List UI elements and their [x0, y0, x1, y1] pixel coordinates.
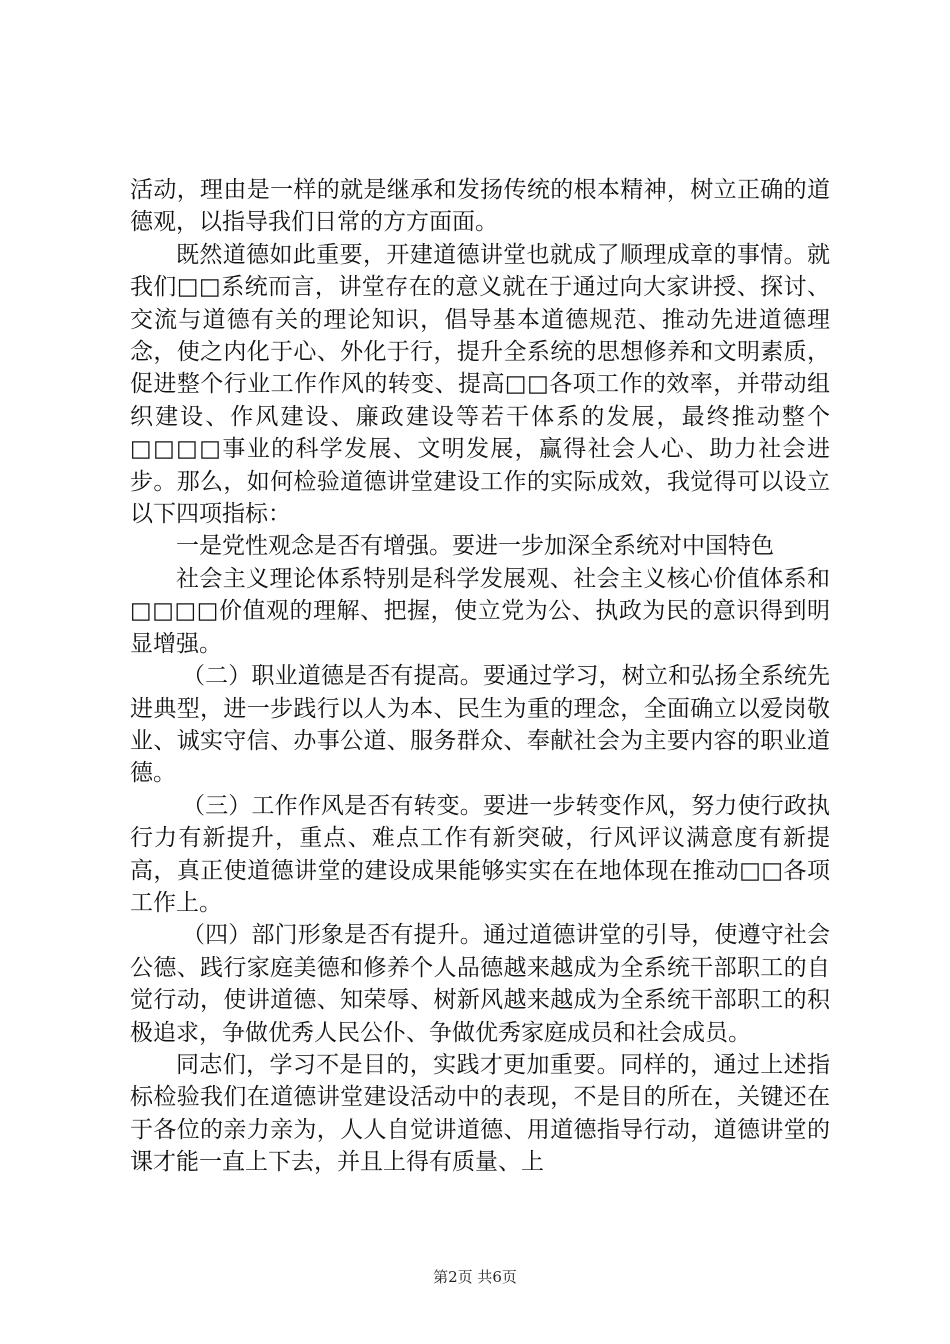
- paragraph: （三）工作作风是否有转变。要进一步转变作风，努力使行政执行力有新提升，重点、难点工作有新突破，行风评议满意度有新提高，真正使道德讲堂的建设成果能够实实在在地体现在推动□□各项工作上。: [130, 792, 830, 916]
- paragraph: （四）部门形象是否有提升。通过道德讲堂的引导，使遵守社会公德、践行家庭美德和修养个人品德越来越成为全系统干部职工的自觉行动，使讲道德、知荣辱、树新风越来越成为全系统干部职工的积极追求，争做优秀人民公仆、争做优秀家庭成员和社会成员。: [130, 922, 830, 1046]
- page-footer: 第2页 共6页: [433, 1268, 517, 1286]
- document-body: [130, 174, 830, 1179]
- paragraph: 一是党性观念是否有增强。要进一步加深全系统对中国特色: [176, 533, 774, 560]
- paragraph: （二）职业道德是否有提高。要通过学习，树立和弘扬全系统先进典型，进一步践行以人为本、民生为重的理念，全面确立以爱岗敬业、诚实守信、办事公道、服务群众、奉献社会为主要内容的职业道德。: [130, 663, 830, 787]
- paragraph: 同志们，学习不是目的，实践才更加重要。同样的，通过上述指标检验我们在道德讲堂建设活动中的表现，不是目的所在，关键还在于各位的亲力亲为，人人自觉讲道德、用道德指导行动，道德讲堂的课才能一直上下去，并且上得有质量、上: [130, 1051, 830, 1176]
- paragraph-continuation: 活动，理由是一样的就是继承和发扬传统的根本精神，树立正确的道德观，以指导我们日常的方方面面。: [130, 177, 830, 236]
- paragraph: 社会主义理论体系特别是科学发展观、社会主义核心价值体系和□□□□价值观的理解、把握，使立党为公、执政为民的意识得到明显增强。: [130, 565, 830, 657]
- paragraph: 既然道德如此重要，开建道德讲堂也就成了顺理成章的事情。就我们□□系统而言，讲堂存在的意义就在于通过向大家讲授、探讨、交流与道德有关的理论知识，倡导基本道德规范、推动先进道德理念，使之内化于心、外化于行，提升全系统的思想修养和文明素质，促进整个行业工作作风的转变、提高□□各项工作的效率，并带动组织建设、作风建设、廉政建设等若干体系的发展，最终推动整个□□□□事业的科学发展、文明发展，赢得社会人心、助力社会进步。那么，如何检验道德讲堂建设工作的实际成效，我觉得可以设立以下四项指标：: [130, 241, 830, 528]
